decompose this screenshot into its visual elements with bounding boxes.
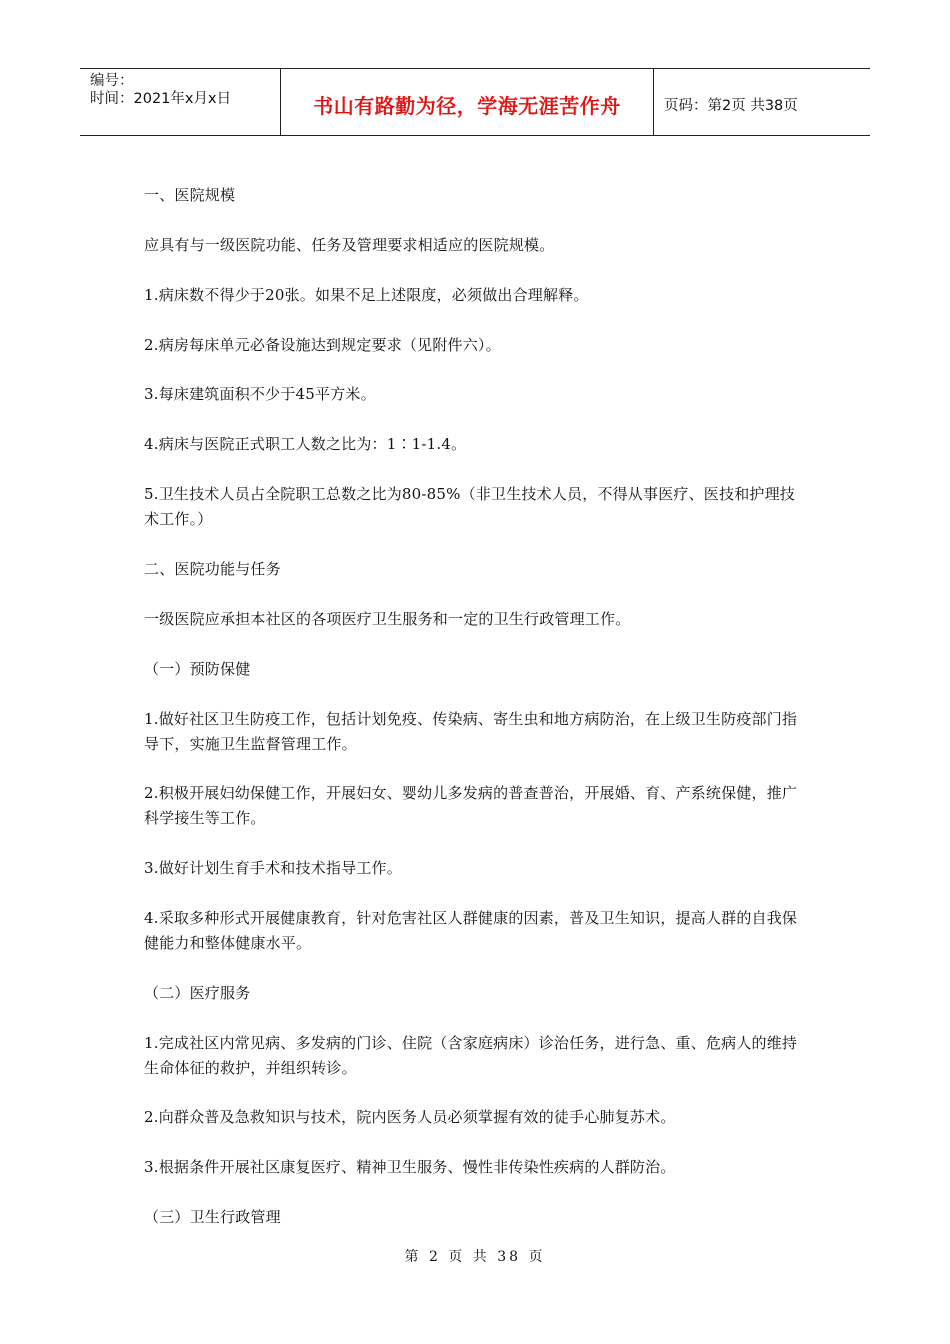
document-date: 时间：2021年x月x日 bbox=[90, 91, 232, 107]
paragraph: 2.向群众普及急救知识与技术，院内医务人员必须掌握有效的徒手心肺复苏术。 bbox=[144, 1108, 676, 1126]
paragraph: 1.做好社区卫生防疫工作，包括计划免疫、传染病、寄生虫和地方病防治，在上级卫生防疫部门指导下，实施卫生监督管理工作。 bbox=[144, 710, 798, 753]
paragraph: 3.做好计划生育手术和技术指导工作。 bbox=[144, 859, 402, 877]
paragraph: 4.病床与医院正式职工人数之比为：1∶1-1.4。 bbox=[144, 435, 467, 453]
paragraph: 应具有与一级医院功能、任务及管理要求相适应的医院规模。 bbox=[144, 236, 555, 254]
header-motto-cell bbox=[281, 69, 654, 135]
paragraph: （二）医疗服务 bbox=[144, 984, 251, 1002]
document-number-label: 编号： bbox=[90, 73, 134, 89]
paragraph: 3.每床建筑面积不少于45平方米。 bbox=[144, 385, 376, 403]
paragraph: 2.病房每床单元必备设施达到规定要求（见附件六）。 bbox=[144, 336, 501, 354]
paragraph: 一级医院应承担本社区的各项医疗卫生服务和一定的卫生行政管理工作。 bbox=[144, 610, 631, 628]
page-footer: 第 2 页 共 38 页 bbox=[404, 1249, 546, 1265]
paragraph: 一、医院规模 bbox=[144, 186, 236, 204]
header-page-info-cell bbox=[654, 69, 870, 135]
paragraph: （三）卫生行政管理 bbox=[144, 1208, 281, 1226]
paragraph: （一）预防保健 bbox=[144, 660, 251, 678]
paragraph: 1.完成社区内常见病、多发病的门诊、住院（含家庭病床）诊治任务，进行急、重、危病人的维持生命体征的救护，并组织转诊。 bbox=[144, 1034, 798, 1077]
header-motto: 书山有路勤为径，学海无涯苦作舟 bbox=[313, 93, 621, 118]
header-meta bbox=[80, 69, 281, 135]
paragraph: 5.卫生技术人员占全院职工总数之比为80-85%（非卫生技术人员，不得从事医疗、医技和护理技术工作。） bbox=[144, 485, 796, 528]
paragraph: 2.积极开展妇幼保健工作，开展妇女、婴幼儿多发病的普查普治，开展婚、育、产系统保健，推广科学接生等工作。 bbox=[144, 784, 798, 827]
paragraph: 1.病床数不得少于20张。如果不足上述限度，必须做出合理解释。 bbox=[144, 286, 589, 304]
paragraph: 4.采取多种形式开展健康教育，针对危害社区人群健康的因素，普及卫生知识，提高人群的自我保健能力和整体健康水平。 bbox=[144, 909, 798, 952]
header-page-info: 页码：第2页 共38页 bbox=[664, 97, 798, 114]
paragraph: 二、医院功能与任务 bbox=[144, 560, 281, 578]
paragraph: 3.根据条件开展社区康复医疗、精神卫生服务、慢性非传染性疾病的人群防治。 bbox=[144, 1158, 676, 1176]
page-header bbox=[80, 68, 870, 136]
